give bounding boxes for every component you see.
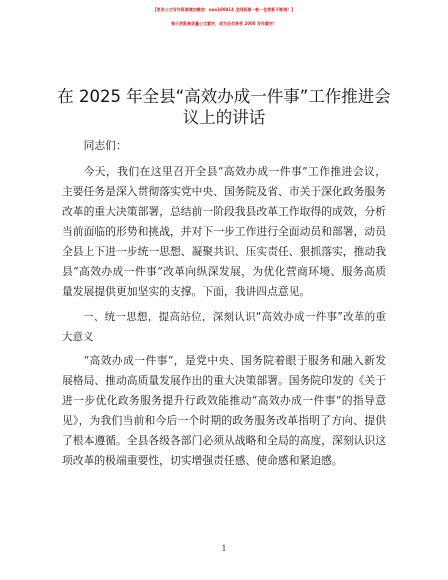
- section-heading-1: 一、统一思想，提高站位，深刻认识“高效办成一件事”改革的重大意义: [62, 311, 386, 343]
- body-paragraph: “高效办成一件事”，是党中央、国务院着眼于服务和融入新发展格局、推动高质量发展作出的重大决策部署。国务院印发的《关于进一步优化政务服务提升行政效能推动“高效办成一件事”的指导意见》，为我们当前和今后一个时期的政务服务改革指明了方向、提供了根本遵循。全县各级各部门必须从战略和全局的高度，深刻认识这项改革的极端重要性，切实增强责任感、使命感和紧迫感。: [62, 354, 386, 467]
- intro-paragraph: 今天，我们在这里召开全县“高效办成一件事”工作推进会议，主要任务是深入贯彻落实党中央、国务院及省、市关于深化政务服务改革的重大决策部署，总结前一阶段我县改革工作取得的成效，分析当前面临的形势和挑战，并对下一步工作进行全面动员和部署，动员全县上下进一步统一思想、凝聚共识、压实责任、狠抓落实，推动我县“高效办成一件事”改革向纵深发展，为优化营商环境、服务高质量发展提供更加坚实的支撑。下面，我讲四点意见。: [62, 165, 386, 298]
- promo-banner-line-1: 【更多公文写作资源请加微信：nuo180914 全网资源一帐一包更新不断哦！】: [152, 7, 296, 12]
- promo-banner-line-2: 每日更新高质量公文素材，成为会员享受 2000 写作素材！: [171, 21, 277, 26]
- document-title: [40, 86, 408, 128]
- document-body: [62, 136, 386, 471]
- salutation: 同志们：: [83, 139, 127, 152]
- page-number: 1: [221, 544, 227, 553]
- title-line-2: 议上的讲话: [182, 108, 266, 127]
- title-line-1: 在 2025 年全县“高效办成一件事”工作推进会: [57, 87, 391, 106]
